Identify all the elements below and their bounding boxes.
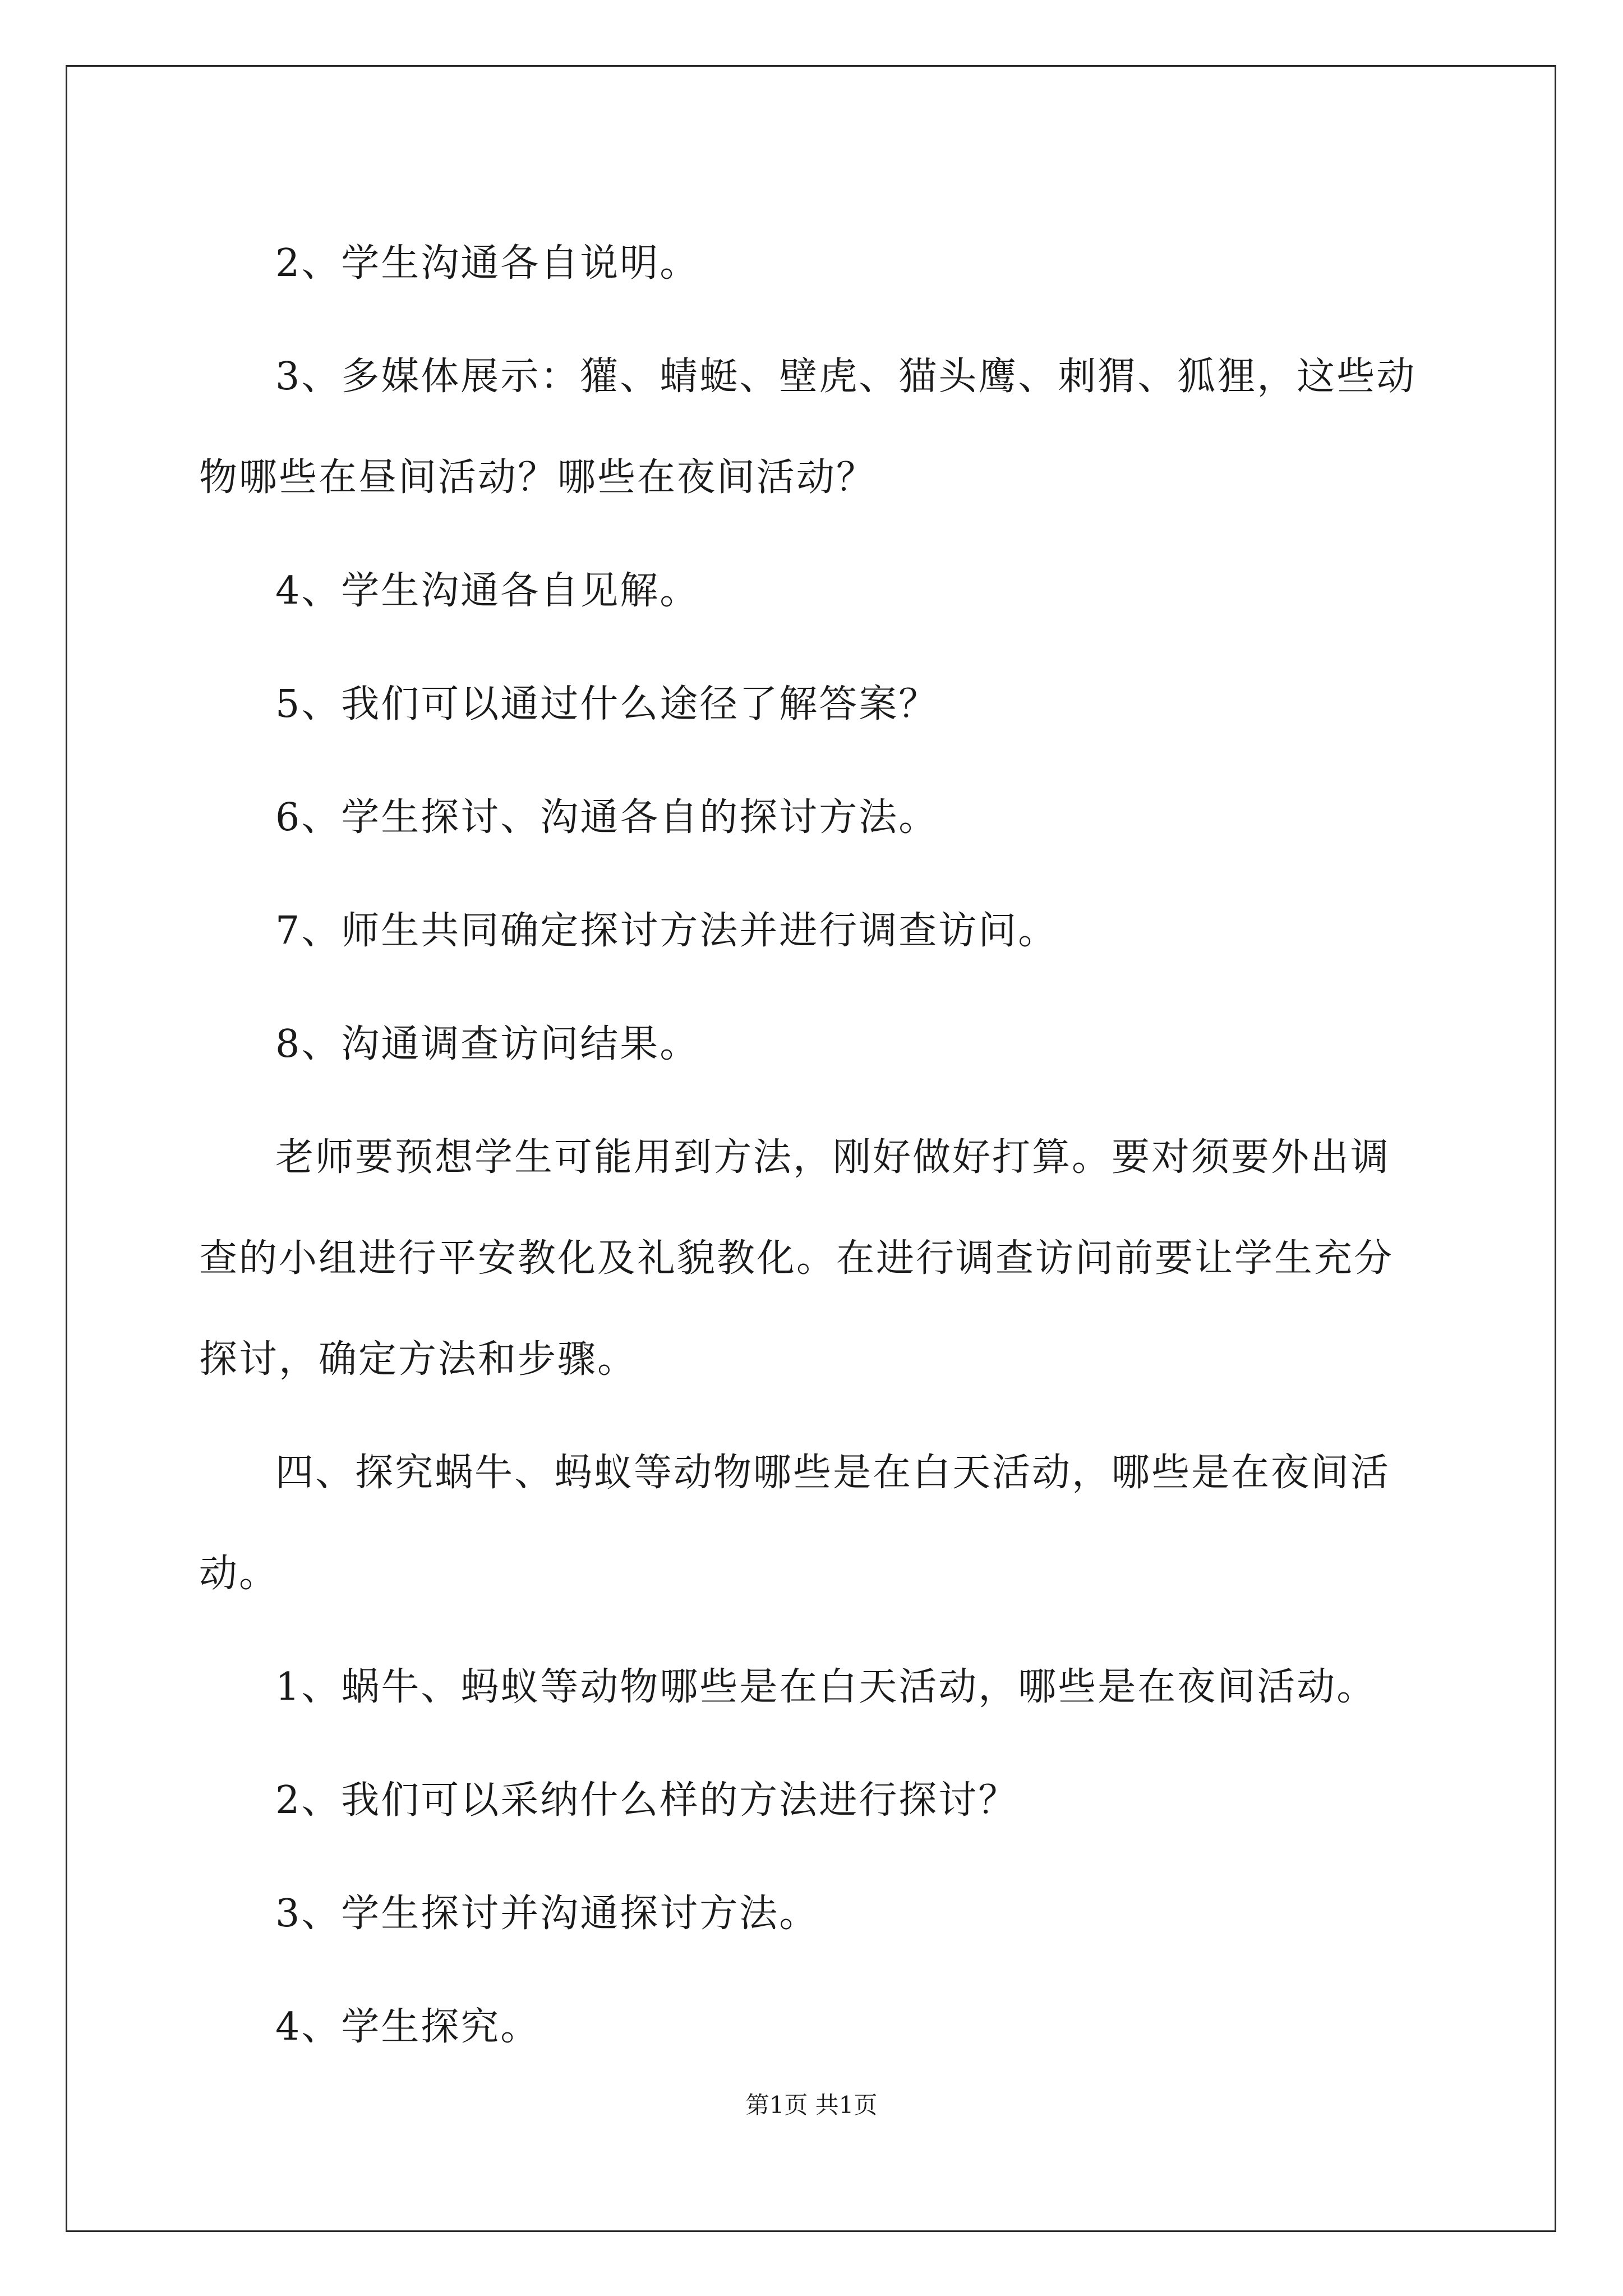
paragraph-4: 5、我们可以通过什么途径了解答案？ (275, 682, 939, 726)
paragraph-9: 四、探究蜗牛、蚂蚁等动物哪些是在白天活动，哪些是在夜间活动。 (199, 1451, 1391, 1596)
page-footer: 第1页 共1页 (745, 2091, 878, 2119)
paragraph-7: 8、沟通调查访问结果。 (275, 1022, 700, 1066)
paragraph-11: 2、我们可以采纳什么样的方法进行探讨？ (275, 1778, 1018, 1823)
paragraph-13: 4、学生探究。 (275, 2005, 541, 2049)
paragraph-5: 6、学生探讨、沟通各自的探讨方法。 (275, 795, 939, 840)
paragraph-12: 3、学生探讨并沟通探讨方法。 (275, 1892, 819, 1936)
paragraph-3: 4、学生沟通各自见解。 (275, 569, 700, 613)
document-body (199, 213, 1422, 2078)
paragraph-8: 老师要预想学生可能用到方法，刚好做好打算。要对须要外出调查的小组进行平安教化及礼貌教化。在进行调查访问前要让学生充分探讨，确定方法和步骤。 (199, 1135, 1394, 1382)
paragraph-10: 1、蜗牛、蚂蚁等动物哪些是在白天活动，哪些是在夜间活动。 (275, 1665, 1377, 1709)
paragraph-1: 2、学生沟通各自说明。 (275, 241, 700, 286)
paragraph-2: 3、多媒体展示：獾、蜻蜓、壁虎、猫头鹰、刺猬、狐狸，这些动物哪些在昼间活动？哪些在夜间活动？ (199, 355, 1417, 500)
paragraph-6: 7、师生共同确定探讨方法并进行调查访问。 (275, 909, 1058, 953)
